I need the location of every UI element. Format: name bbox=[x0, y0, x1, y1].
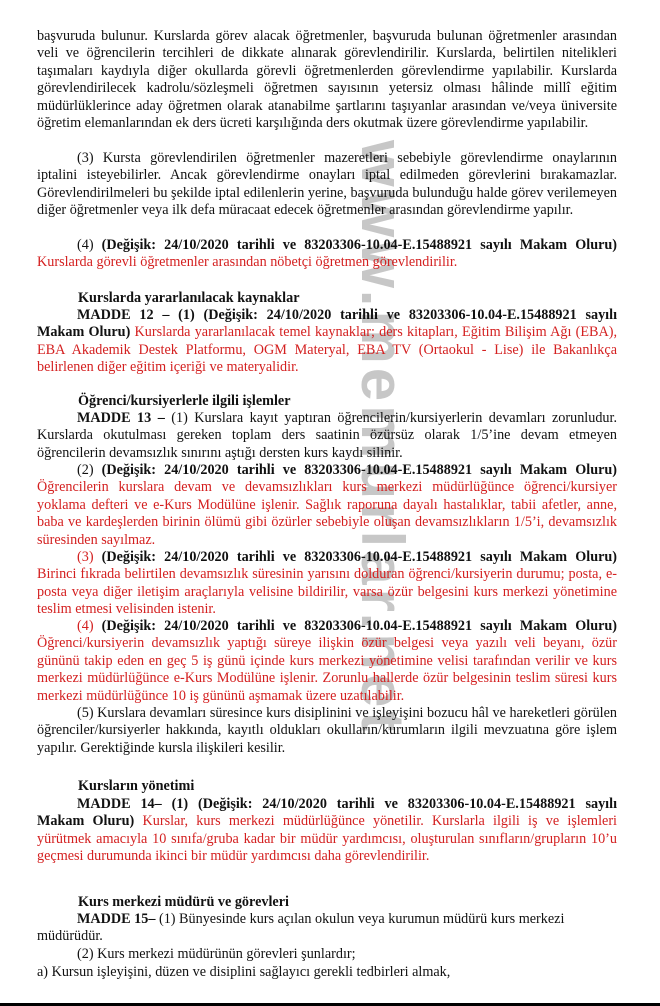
amendment-note: (Değişik: 24/10/2020 tarihli ve 83203306-10.04-E.15488921 sayılı Makam Oluru) bbox=[37, 307, 618, 341]
amended-text: Kurslarda görevli öğretmenler arasından nöbetçi öğretmen görevlendirilir. bbox=[37, 254, 458, 271]
article-13-paragraph-5: (5) Kurslara devamları süresince kurs disiplinini ve işleyişini bozucu hâl ve hareketleri görülen öğrenciler/kursiyerler hakkında, kayıtlı oldukları okulların/kurumların ilgili mevzuatına göre işlem yapılır. Gerektiğinde kursla ilişkileri kesilir. bbox=[37, 705, 617, 756]
section-heading-sources: Kurslarda yararlanılacak kaynaklar bbox=[78, 290, 300, 306]
amendment-note: (Değişik: 24/10/2020 tarihli ve 83203306-10.04-E.15488921 sayılı Makam Oluru) bbox=[101, 618, 618, 634]
article-number: MADDE 14– (1) bbox=[77, 796, 189, 812]
paragraph-number: (3) bbox=[77, 549, 94, 565]
paragraph-teacher-assignment: başvuruda bulunur. Kurslarda görev alacak öğretmenler, başvuruda bulunan öğretmenler arasından veli ve öğrencilerin tercihleri de dikkate alınarak görevlendirilir. Kurslarda, belirtilen nitelikleri taşımaları kaydıyla diğer okullarda görevli öğretmenlerden görevlendirme yapılabilir. Kurslarda görevlendirilecek kadrolu/sözleşmeli öğretmen sayısının yetersiz olması hâlinde millî eğitim müdürlüklerince aday öğretmen olarak atanabilme şartlarını taşıyanlar arasından ve/veya üniversite öğretim elemanlarından ek ders ücreti karşılığında ders okutmak üzere görevlendirme yapılabilir. bbox=[37, 28, 617, 132]
article-15 bbox=[37, 911, 617, 946]
paragraph-4 bbox=[37, 237, 617, 272]
article-13-paragraph-4 bbox=[37, 618, 617, 705]
paragraph-number: (4) bbox=[77, 237, 94, 253]
amendment-note: (Değişik: 24/10/2020 tarihli ve 83203306-10.04-E.15488921 sayılı Makam Oluru) bbox=[101, 549, 618, 565]
article-number: MADDE 15– bbox=[77, 911, 156, 927]
article-number: MADDE 13 – bbox=[77, 410, 165, 426]
paragraph-3: (3) Kursta görevlendirilen öğretmenler mazeretleri sebebiyle görevlendirme onaylarının iptalini isteyebilirler. Ancak görevlendirme onayları iptal edilmeden görevlerini bırakamazlar. Görevlendirilmeleri bu şekilde iptal edilenlerin yerine, başvuruda bulunduğu halde görev verilemeyen diğer öğretmenler veya ilk defa müracaat edecek öğretmenler arasından görevlendirme yapılır. bbox=[37, 150, 617, 219]
paragraph-number: (4) bbox=[77, 618, 94, 634]
article-12 bbox=[37, 307, 617, 377]
watermark: www.memurlar.net bbox=[349, 140, 416, 736]
amendment-note: (Değişik: 24/10/2020 tarihli ve 83203306-10.04-E.15488921 sayılı Makam Oluru) bbox=[101, 237, 618, 253]
amended-text: Birinci fıkrada belirtilen devamsızlık süresinin yarısını dolduran öğrenci/kursiyerin durumu; posta, e-posta veya diğer iletişim araçlarıyla velisine bildirilir, varsa özür belgesini kurs merkezi yönetimine teslim etmesi velisinden istenir. bbox=[37, 566, 617, 618]
article-13-paragraph-2 bbox=[37, 462, 617, 549]
amended-text: Kurslar, kurs merkezi müdürlüğünce yönetilir. Kurslarla ilgili iş ve işlemleri yürütmek amacıyla 10 sınıfa/gruba kadar bir müdür yardımcısı, oluşturulan sınıfların/grupların 10’u geçmesi durumunda ikinci bir müdür yardımcısı daha görevlendirilir. bbox=[37, 813, 617, 865]
section-heading-director: Kurs merkezi müdürü ve görevleri bbox=[78, 894, 289, 910]
article-text: (1) Bünyesinde kurs açılan okulun veya kurumun müdürü kurs merkezi müdürüdür. bbox=[37, 911, 565, 945]
article-15-item-a: a) Kursun işleyişini, düzen ve disiplini sağlayıcı gerekli tedbirleri almak, bbox=[37, 964, 451, 980]
article-14 bbox=[37, 796, 617, 866]
amended-text: Öğrenci/kursiyerin devamsızlık yaptığı süreye ilişkin özür belgesi veya yazılı veli beyanı, özür gününü takip eden en geç 5 iş günü içinde kurs merkezi yönetimine velisi tarafından verilir ve kurs merkezi müdürlüğünce e-Kurs Modülüne işlenir. Zorunlu hallerde özür belgesinin teslim süresi kurs merkezi müdürlüğünce 10 iş gününü aşmamak üzere uzatılabilir. bbox=[37, 635, 617, 704]
article-number: MADDE 12 – (1) bbox=[77, 307, 195, 323]
amended-text: Öğrencilerin kurslara devam ve devamsızlıkları kurs merkezi müdürlüğünce öğrenci/kursiyer yoklama defteri ve e-Kurs Modülüne işlenir. Sağlık raporuna dayalı hastalıklar, tabii afetler, anne, baba ve kardeşlerden birinin ölümü gibi özürler sebebiyle oluşan devamsızlıkların 1/5’i, devamsızlık süresinden sayılmaz. bbox=[37, 479, 617, 548]
article-13-paragraph-3 bbox=[37, 549, 617, 619]
article-text: (1) Kurslara kayıt yaptıran öğrencilerin/kursiyerlerin devamları zorunludur. Kurslarda okutulması gereken toplam ders saatinin özürsüz olarak 1/5’ine devam etmeyen öğrencilerin devamsızlık sınırını aştığı dersten kurs kaydı silinir. bbox=[37, 410, 618, 461]
amended-text: Kurslarda yararlanılacak temel kaynaklar; ders kitapları, Eğitim Bilişim Ağı (EBA), EBA Akademik Destek Platformu, OGM Materyal, EBA TV (Ortaokul - Lise) ile Bakanlıkça belirlenen diğer eğitim içeriği ve materyalidir. bbox=[37, 324, 617, 376]
section-heading-students: Öğrenci/kursiyerlerle ilgili işlemler bbox=[78, 393, 291, 409]
paragraph-number: (2) bbox=[77, 462, 94, 478]
article-13 bbox=[37, 410, 617, 462]
amendment-note: (Değişik: 24/10/2020 tarihli ve 83203306-10.04-E.15488921 sayılı Makam Oluru) bbox=[37, 796, 618, 830]
amendment-note: (Değişik: 24/10/2020 tarihli ve 83203306-10.04-E.15488921 sayılı Makam Oluru) bbox=[101, 462, 618, 478]
section-heading-management: Kursların yönetimi bbox=[78, 778, 195, 794]
article-15-paragraph-2: (2) Kurs merkezi müdürünün görevleri şunlardır; bbox=[77, 946, 356, 962]
